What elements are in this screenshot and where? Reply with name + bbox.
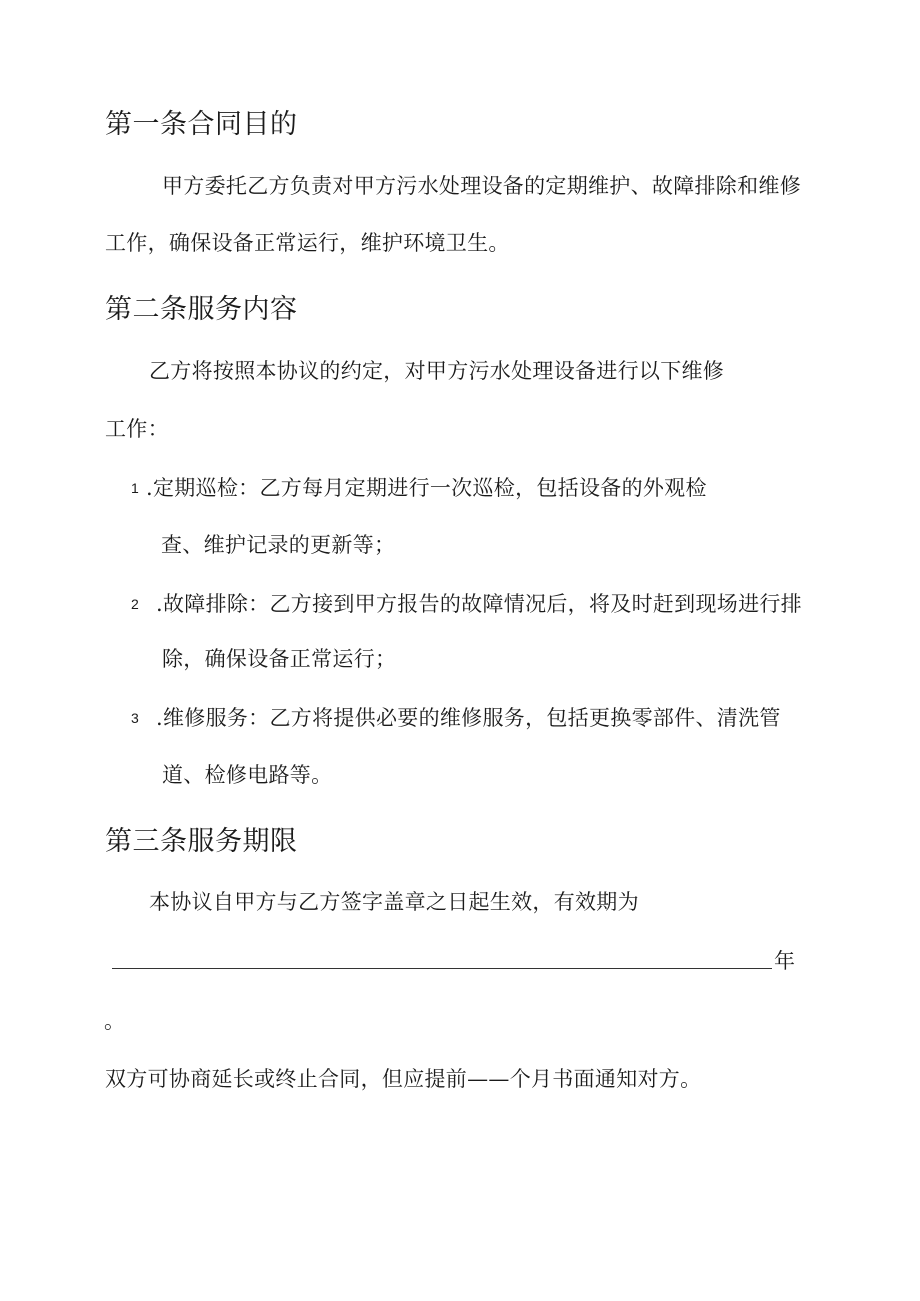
section-2-intro-line-1: 乙方将按照本协议的约定，对甲方污水处理设备进行以下维修 [149, 359, 725, 383]
blank-fill-line [112, 968, 772, 969]
section-3-paragraph-line-3: 双方可协商延长或终止合同，但应提前——个月书面通知对方。 [105, 1067, 702, 1091]
section-3-heading: 第三条服务期限 [105, 826, 298, 857]
section-2-heading: 第二条服务内容 [105, 294, 298, 325]
list-item-number: 2 [131, 596, 139, 612]
period-mark: 。 [104, 1009, 126, 1033]
list-item-line-1: .维修服务：乙方将提供必要的维修服务，包括更换零部件、清洗管 [156, 706, 781, 730]
list-item-line-1: .定期巡检：乙方每月定期进行一次巡检，包括设备的外观检 [146, 476, 707, 500]
list-item-number: 3 [131, 710, 139, 726]
section-1-paragraph-line-1: 甲方委托乙方负责对甲方污水处理设备的定期维护、故障排除和维修 [162, 174, 801, 198]
list-item-line-1: .故障排除：乙方接到甲方报告的故障情况后，将及时赶到现场进行排 [156, 592, 802, 616]
section-3-paragraph-line-1: 本协议自甲方与乙方签字盖章之日起生效，有效期为 [149, 890, 639, 914]
list-item-line-2: 除，确保设备正常运行； [162, 647, 397, 671]
section-2-intro-line-2: 工作： [105, 417, 169, 441]
section-1-paragraph-line-2: 工作，确保设备正常运行，维护环境卫生。 [105, 231, 510, 255]
year-unit-label: 年 [774, 949, 796, 973]
list-item-line-2: 道、检修电路等。 [162, 763, 333, 787]
list-item-number: 1 [131, 480, 139, 496]
list-item-line-2: 查、维护记录的更新等； [161, 533, 396, 557]
section-1-heading: 第一条合同目的 [105, 109, 298, 140]
